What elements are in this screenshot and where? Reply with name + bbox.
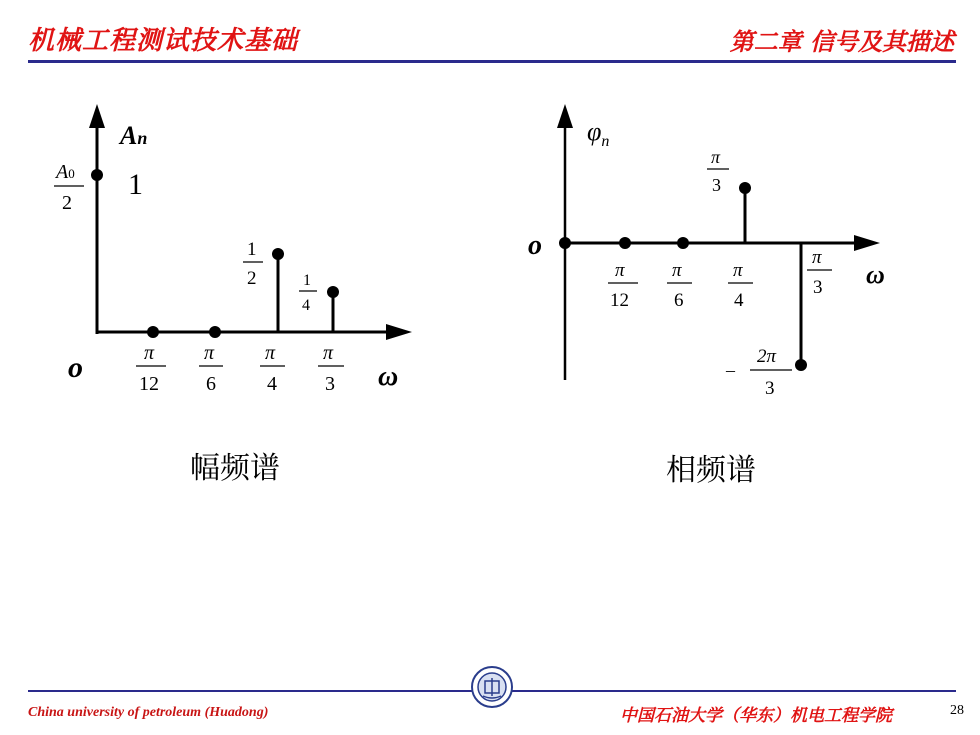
phase-value-label-bottom xyxy=(725,346,792,399)
svg-text:π: π xyxy=(204,342,215,364)
amp-origin-label: o xyxy=(68,351,83,384)
phase-tick-label-pi4 xyxy=(728,260,753,311)
amp-tick-label-pi3 xyxy=(318,342,344,395)
amplitude-spectrum-chart xyxy=(54,104,412,395)
phase-origin-label: o xyxy=(528,230,542,261)
phase-spectrum-caption: 相频谱 xyxy=(666,453,756,488)
amp-half-denominator: 2 xyxy=(247,268,257,289)
amp-point-pi4 xyxy=(272,248,284,260)
svg-text:π: π xyxy=(733,260,743,281)
svg-text:12: 12 xyxy=(610,290,629,311)
amp-y-arrow-icon xyxy=(89,104,105,128)
amp-quarter-numerator: 1 xyxy=(303,272,311,289)
page-number: 28 xyxy=(950,703,964,718)
svg-text:3: 3 xyxy=(325,373,335,395)
phase-tick-label-pi12 xyxy=(608,260,638,311)
phase-point-pi3 xyxy=(795,359,807,371)
svg-text:6: 6 xyxy=(206,373,216,395)
svg-text:π: π xyxy=(672,260,682,281)
phase-point-0 xyxy=(559,237,571,249)
svg-text:π: π xyxy=(323,342,334,364)
phase-point-pi12 xyxy=(619,237,631,249)
amp-x-arrow-icon xyxy=(386,324,412,340)
svg-text:π: π xyxy=(144,342,155,364)
phase-y-label: $\varphi_n$ xyxy=(587,117,610,150)
svg-text:12: 12 xyxy=(139,373,159,395)
svg-text:6: 6 xyxy=(674,290,684,311)
amp-point-pi12 xyxy=(147,326,159,338)
phase-x-label: ω xyxy=(866,260,885,289)
svg-text:3: 3 xyxy=(765,378,775,399)
amp-point-0 xyxy=(91,169,103,181)
amp-x-label: ω xyxy=(378,361,399,392)
footer-university-en: China university of petroleum (Huadong) xyxy=(28,705,269,720)
phase-value-label-top xyxy=(707,147,729,195)
amp-quarter-denominator: 4 xyxy=(302,297,310,314)
phase-y-arrow-icon xyxy=(557,104,573,128)
phase-x-arrow-icon xyxy=(854,235,880,251)
amp-a0-value: 1 xyxy=(128,168,143,201)
amp-point-pi6 xyxy=(209,326,221,338)
amp-point-pi3 xyxy=(327,286,339,298)
svg-text:–: – xyxy=(726,360,735,380)
amp-half-numerator: 1 xyxy=(247,239,257,260)
svg-text:4: 4 xyxy=(267,373,277,395)
amp-a0-denominator: 2 xyxy=(62,192,72,214)
chapter-title: 第二章 信号及其描述 xyxy=(729,27,954,56)
amp-tick-label-pi6 xyxy=(199,342,223,395)
phase-spectrum-chart xyxy=(528,104,885,399)
amp-tick-label-pi12 xyxy=(136,342,166,395)
svg-text:3: 3 xyxy=(813,277,823,298)
footer-college-cn: 中国石油大学（华东）机电工程学院 xyxy=(620,706,892,726)
amplitude-spectrum-caption: 幅频谱 xyxy=(190,451,280,486)
amp-y-label: An xyxy=(120,121,148,150)
svg-text:π: π xyxy=(615,260,625,281)
amp-a0-numerator: A0 xyxy=(56,161,75,183)
phase-tick-label-pi6 xyxy=(667,260,692,311)
svg-text:π: π xyxy=(265,342,276,364)
phase-point-pi6 xyxy=(677,237,689,249)
svg-text:2π: 2π xyxy=(757,346,777,367)
course-title: 机械工程测试技术基础 xyxy=(28,26,299,56)
phase-tick-label-pi3 xyxy=(807,247,832,298)
svg-text:π: π xyxy=(711,147,721,167)
phase-point-pi4 xyxy=(739,182,751,194)
svg-text:3: 3 xyxy=(712,175,721,195)
amp-tick-label-pi4 xyxy=(260,342,285,395)
svg-text:π: π xyxy=(812,247,822,268)
university-seal-icon xyxy=(471,666,513,708)
svg-text:4: 4 xyxy=(734,290,744,311)
